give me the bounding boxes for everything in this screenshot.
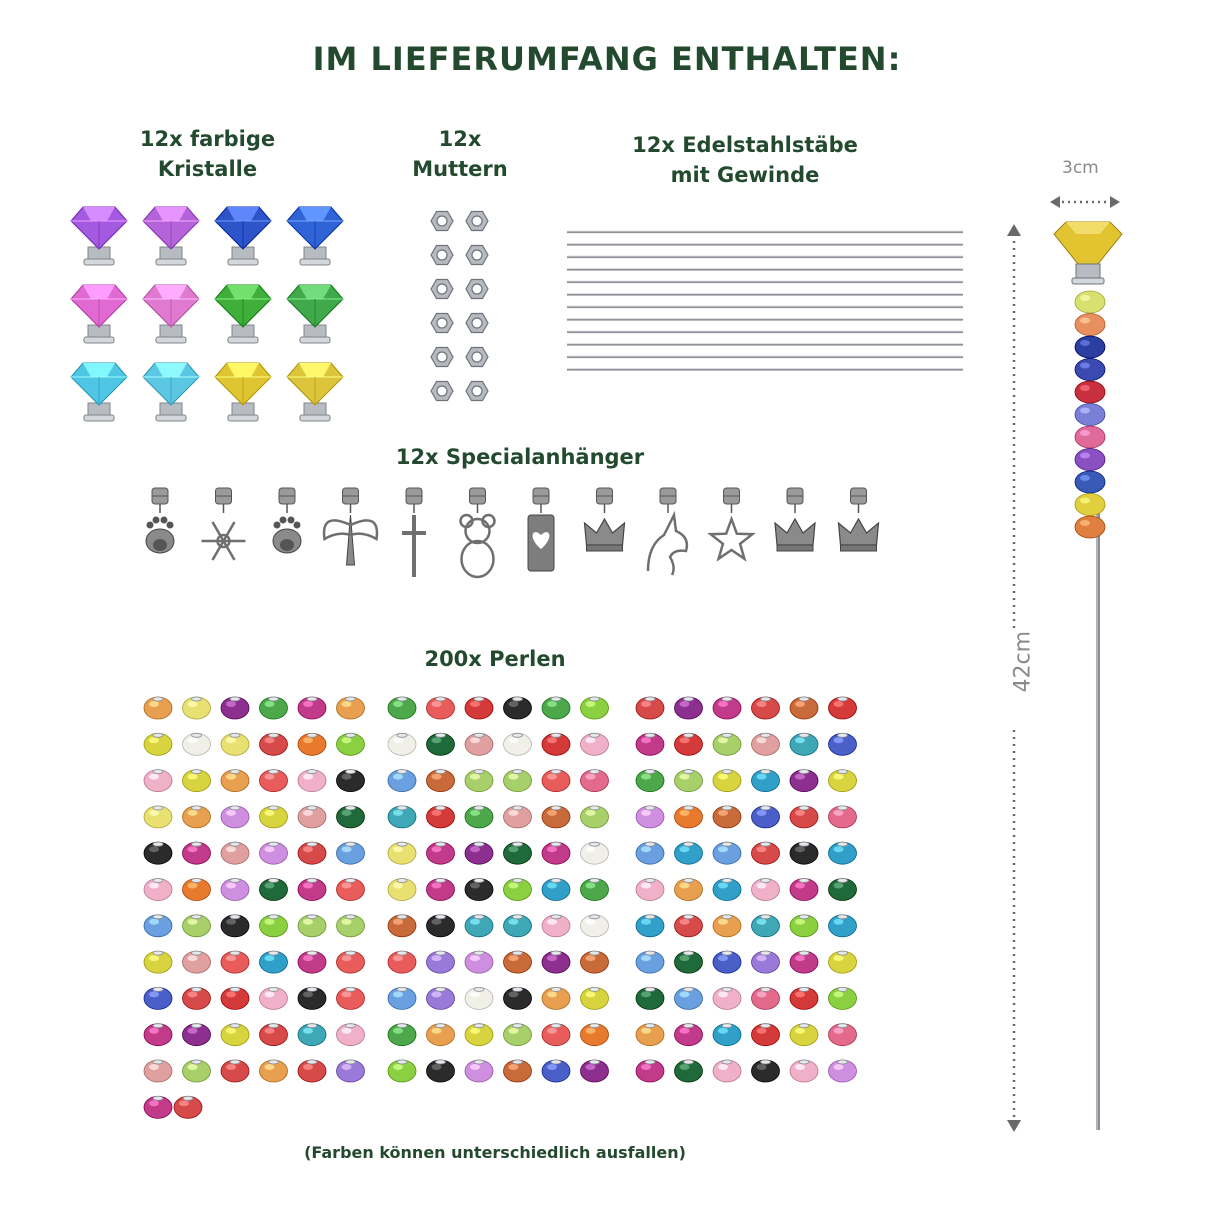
bead-icon — [144, 697, 172, 719]
bead-icon — [388, 987, 416, 1009]
crystal-knob-icon — [143, 285, 199, 343]
hex-nut-icon — [431, 246, 453, 265]
bead-icon — [790, 951, 818, 973]
bead-icon — [427, 1060, 455, 1082]
rod-bead-icon — [1075, 449, 1105, 471]
bead-icon — [504, 842, 532, 864]
bead-icon — [144, 806, 172, 828]
bead-icon — [752, 697, 780, 719]
bead-icon — [337, 915, 365, 937]
bead-icon — [465, 842, 493, 864]
bead-icon — [337, 1060, 365, 1082]
steel-rod-icon — [567, 244, 963, 245]
bead-icon — [829, 770, 857, 792]
bead-icon — [298, 770, 326, 792]
bead-icon — [388, 697, 416, 719]
crystal-knob-icon — [143, 363, 199, 421]
crystal-knob-icon — [143, 207, 199, 265]
bead-icon — [183, 1060, 211, 1082]
bead-icon — [829, 879, 857, 901]
bead-icon — [713, 770, 741, 792]
snowflake-icon — [202, 488, 246, 560]
bead-icon — [504, 697, 532, 719]
bead-icon — [581, 1060, 609, 1082]
bead-icon — [752, 951, 780, 973]
bead-icon — [221, 1024, 249, 1046]
bead-icon — [260, 1060, 288, 1082]
bead-icon — [465, 1060, 493, 1082]
bead-icon — [581, 915, 609, 937]
hex-nut-icon — [431, 212, 453, 231]
bead-icon — [636, 951, 664, 973]
hex-nut-icon — [466, 314, 488, 333]
bead-grid — [140, 692, 880, 1122]
bead-icon — [427, 806, 455, 828]
bead-icon — [183, 879, 211, 901]
rod-bead-icon — [1075, 404, 1105, 426]
bead-icon — [581, 733, 609, 755]
bead-icon — [298, 987, 326, 1009]
bead-icon — [183, 842, 211, 864]
bead-icon — [183, 1024, 211, 1046]
hex-nut-icon — [466, 280, 488, 299]
bead-icon — [465, 879, 493, 901]
bead-icon — [388, 915, 416, 937]
hex-nut-icon — [466, 382, 488, 401]
crown-icon — [775, 488, 815, 551]
charms-heading: 12x Specialanhänger — [395, 445, 645, 469]
bead-icon — [829, 697, 857, 719]
crystal-knob-icon — [71, 285, 127, 343]
bead-icon — [713, 842, 741, 864]
bead-icon — [829, 806, 857, 828]
bead-icon — [174, 1096, 202, 1118]
bead-icon — [388, 1024, 416, 1046]
bead-icon — [465, 733, 493, 755]
crown-icon — [839, 488, 879, 551]
bead-icon — [388, 1060, 416, 1082]
bead-icon — [504, 770, 532, 792]
bead-icon — [465, 987, 493, 1009]
crystal-knob-icon — [215, 363, 271, 421]
bead-icon — [465, 1024, 493, 1046]
bead-icon — [542, 915, 570, 937]
bead-icon — [183, 951, 211, 973]
steel-rod-icon — [567, 369, 963, 370]
bead-icon — [675, 1060, 703, 1082]
bead-icon — [144, 770, 172, 792]
crystal-knob-icon — [71, 207, 127, 265]
bead-icon — [542, 697, 570, 719]
bead-icon — [260, 879, 288, 901]
crystal-knob-icon — [215, 207, 271, 265]
rod-bead-icon — [1075, 291, 1105, 313]
bead-icon — [790, 842, 818, 864]
bead-icon — [298, 951, 326, 973]
bead-icon — [713, 697, 741, 719]
bead-icon — [790, 733, 818, 755]
bead-icon — [542, 987, 570, 1009]
bead-icon — [144, 733, 172, 755]
steel-rod-icon — [567, 294, 963, 295]
hex-nut-icon — [431, 314, 453, 333]
bead-icon — [829, 733, 857, 755]
bead-icon — [388, 879, 416, 901]
rod-bead-icon — [1075, 336, 1105, 358]
bead-icon — [790, 915, 818, 937]
hex-nut-icon — [466, 246, 488, 265]
bead-icon — [260, 915, 288, 937]
bead-icon — [260, 1024, 288, 1046]
bead-icon — [542, 770, 570, 792]
nuts-heading: 12x Muttern — [412, 127, 508, 181]
bead-icon — [675, 697, 703, 719]
bead-icon — [183, 915, 211, 937]
bead-icon — [260, 951, 288, 973]
bead-icon — [221, 1060, 249, 1082]
crystal-knob-icon — [215, 285, 271, 343]
bead-icon — [542, 879, 570, 901]
bead-icon — [427, 951, 455, 973]
bead-icon — [713, 806, 741, 828]
bead-icon — [752, 915, 780, 937]
bead-icon — [465, 697, 493, 719]
bead-icon — [221, 915, 249, 937]
bead-icon — [636, 842, 664, 864]
bead-icon — [144, 951, 172, 973]
bead-icon — [427, 733, 455, 755]
bead-icon — [260, 770, 288, 792]
bead-icon — [183, 806, 211, 828]
bead-icon — [144, 1060, 172, 1082]
bead-icon — [221, 770, 249, 792]
bead-icon — [542, 842, 570, 864]
bead-icon — [713, 1024, 741, 1046]
bead-icon — [713, 733, 741, 755]
bead-icon — [829, 842, 857, 864]
bead-icon — [581, 1024, 609, 1046]
bead-icon — [581, 879, 609, 901]
bead-icon — [221, 733, 249, 755]
bead-icon — [427, 842, 455, 864]
bead-icon — [504, 806, 532, 828]
bead-icon — [427, 987, 455, 1009]
bead-icon — [260, 697, 288, 719]
bead-icon — [337, 770, 365, 792]
bead-icon — [183, 733, 211, 755]
bead-icon — [504, 733, 532, 755]
bead-icon — [713, 1060, 741, 1082]
color-disclaimer: (Farben können unterschiedlich ausfallen) — [304, 1143, 686, 1162]
bead-icon — [337, 733, 365, 755]
bead-icon — [388, 733, 416, 755]
angel-icon — [324, 488, 377, 565]
steel-rod-icon — [567, 344, 963, 345]
cross-icon — [402, 488, 426, 577]
hex-nut-icon — [431, 382, 453, 401]
bead-icon — [636, 697, 664, 719]
bead-icon — [504, 951, 532, 973]
bead-icon — [337, 1024, 365, 1046]
bead-icon — [829, 915, 857, 937]
crystal-knob-icon — [287, 207, 343, 265]
bead-icon — [752, 987, 780, 1009]
bead-icon — [465, 806, 493, 828]
bead-icon — [465, 951, 493, 973]
bead-icon — [427, 697, 455, 719]
bead-icon — [752, 733, 780, 755]
hex-nut-icon — [466, 348, 488, 367]
rods-heading: 12x Edelstahlstäbe mit Gewinde — [632, 133, 858, 187]
rod-bead-icon — [1075, 314, 1105, 336]
bead-icon — [260, 806, 288, 828]
bead-icon — [636, 879, 664, 901]
bead-icon — [465, 915, 493, 937]
bead-icon — [790, 697, 818, 719]
beads-heading: 200x Perlen — [424, 647, 566, 671]
bead-icon — [675, 879, 703, 901]
bead-icon — [504, 915, 532, 937]
bead-icon — [675, 987, 703, 1009]
bead-icon — [542, 806, 570, 828]
bead-icon — [298, 733, 326, 755]
bead-icon — [183, 697, 211, 719]
bead-icon — [337, 842, 365, 864]
crystal-knob-icon — [287, 285, 343, 343]
bead-icon — [388, 951, 416, 973]
page-title: IM LIEFERUMFANG ENTHALTEN: — [312, 40, 902, 78]
bead-icon — [636, 770, 664, 792]
rod-bundle — [565, 228, 965, 376]
bead-icon — [260, 987, 288, 1009]
bead-icon — [542, 1060, 570, 1082]
bead-icon — [504, 879, 532, 901]
bead-icon — [542, 951, 570, 973]
bead-icon — [504, 987, 532, 1009]
bead-icon — [298, 879, 326, 901]
bead-icon — [298, 697, 326, 719]
bead-icon — [427, 1024, 455, 1046]
bead-icon — [221, 806, 249, 828]
hex-nut-icon — [431, 280, 453, 299]
bead-icon — [298, 1024, 326, 1046]
bead-icon — [221, 879, 249, 901]
crystal-knob-icon — [287, 363, 343, 421]
unicorn-icon — [648, 488, 687, 575]
crystal-knob-icon — [71, 363, 127, 421]
bead-icon — [298, 1060, 326, 1082]
bead-icon — [427, 770, 455, 792]
bead-icon — [581, 951, 609, 973]
bead-icon — [829, 951, 857, 973]
rod-bead-icon — [1075, 381, 1105, 403]
bead-icon — [298, 806, 326, 828]
steel-rod-icon — [567, 356, 963, 357]
bead-icon — [144, 915, 172, 937]
bead-icon — [260, 842, 288, 864]
bead-icon — [427, 879, 455, 901]
steel-rod-icon — [567, 231, 963, 232]
bead-icon — [542, 1024, 570, 1046]
bead-icon — [581, 842, 609, 864]
bead-icon — [790, 1060, 818, 1082]
bead-icon — [713, 951, 741, 973]
bead-icon — [337, 879, 365, 901]
crystal-grid — [68, 203, 348, 425]
bead-icon — [581, 697, 609, 719]
bead-icon — [337, 951, 365, 973]
bead-icon — [221, 987, 249, 1009]
width-arrow — [1050, 196, 1120, 208]
steel-rod-icon — [567, 256, 963, 257]
hex-nut-icon — [431, 348, 453, 367]
heart-tag-icon — [528, 488, 554, 571]
bead-icon — [790, 1024, 818, 1046]
bead-icon — [221, 951, 249, 973]
bead-icon — [144, 987, 172, 1009]
bead-icon — [388, 842, 416, 864]
bead-icon — [337, 806, 365, 828]
hex-nut-icon — [466, 212, 488, 231]
height-label: 42cm — [1010, 630, 1036, 693]
bead-icon — [542, 733, 570, 755]
bead-icon — [790, 987, 818, 1009]
bead-icon — [675, 733, 703, 755]
bead-icon — [504, 1024, 532, 1046]
rod-bead-icon — [1075, 516, 1105, 538]
crown-icon — [585, 488, 625, 551]
paw-icon — [273, 488, 301, 553]
bead-icon — [221, 697, 249, 719]
bead-icon — [675, 915, 703, 937]
bead-icon — [581, 987, 609, 1009]
bead-icon — [713, 879, 741, 901]
nut-grid — [428, 208, 492, 404]
bead-icon — [581, 770, 609, 792]
bead-icon — [790, 806, 818, 828]
bead-icon — [829, 987, 857, 1009]
steel-rod-icon — [567, 306, 963, 307]
bead-icon — [337, 697, 365, 719]
bead-icon — [388, 806, 416, 828]
paw-icon — [146, 488, 174, 553]
steel-rod-icon — [567, 281, 963, 282]
bead-icon — [465, 770, 493, 792]
bead-icon — [636, 1024, 664, 1046]
bead-icon — [427, 915, 455, 937]
bead-icon — [752, 1024, 780, 1046]
bead-icon — [829, 1024, 857, 1046]
rod-bead-icon — [1075, 426, 1105, 448]
bead-icon — [829, 1060, 857, 1082]
bead-icon — [752, 770, 780, 792]
charm-row — [128, 485, 908, 595]
rod-bead-icon — [1075, 359, 1105, 381]
bead-icon — [636, 733, 664, 755]
star-icon — [711, 488, 753, 559]
steel-rod-icon — [567, 269, 963, 270]
bead-icon — [144, 842, 172, 864]
steel-rod-icon — [567, 319, 963, 320]
bead-icon — [260, 733, 288, 755]
bead-icon — [183, 770, 211, 792]
bead-icon — [183, 987, 211, 1009]
bead-icon — [144, 879, 172, 901]
bead-icon — [752, 1060, 780, 1082]
bead-icon — [752, 879, 780, 901]
rod-bead-icon — [1075, 494, 1105, 516]
bead-icon — [675, 770, 703, 792]
bead-icon — [144, 1024, 172, 1046]
bead-icon — [504, 1060, 532, 1082]
bead-icon — [713, 915, 741, 937]
bead-icon — [388, 770, 416, 792]
bead-icon — [298, 915, 326, 937]
bead-icon — [675, 1024, 703, 1046]
bead-icon — [675, 806, 703, 828]
steel-rod-icon — [567, 331, 963, 332]
bead-icon — [790, 770, 818, 792]
bead-icon — [221, 842, 249, 864]
bead-icon — [337, 987, 365, 1009]
width-label: 3cm — [1062, 158, 1099, 178]
bead-icon — [298, 842, 326, 864]
bead-icon — [713, 987, 741, 1009]
bead-icon — [636, 1060, 664, 1082]
bead-icon — [636, 915, 664, 937]
bead-icon — [752, 806, 780, 828]
bead-icon — [144, 1096, 172, 1118]
bead-icon — [636, 806, 664, 828]
bead-icon — [636, 987, 664, 1009]
assembled-rod-icon — [1054, 222, 1122, 1130]
bead-icon — [675, 842, 703, 864]
bead-icon — [790, 879, 818, 901]
rod-bead-icon — [1075, 471, 1105, 493]
bead-icon — [581, 806, 609, 828]
bead-icon — [752, 842, 780, 864]
crystals-heading: 12x farbige Kristalle — [139, 127, 276, 181]
bead-icon — [675, 951, 703, 973]
teddy-bear-icon — [461, 488, 495, 577]
